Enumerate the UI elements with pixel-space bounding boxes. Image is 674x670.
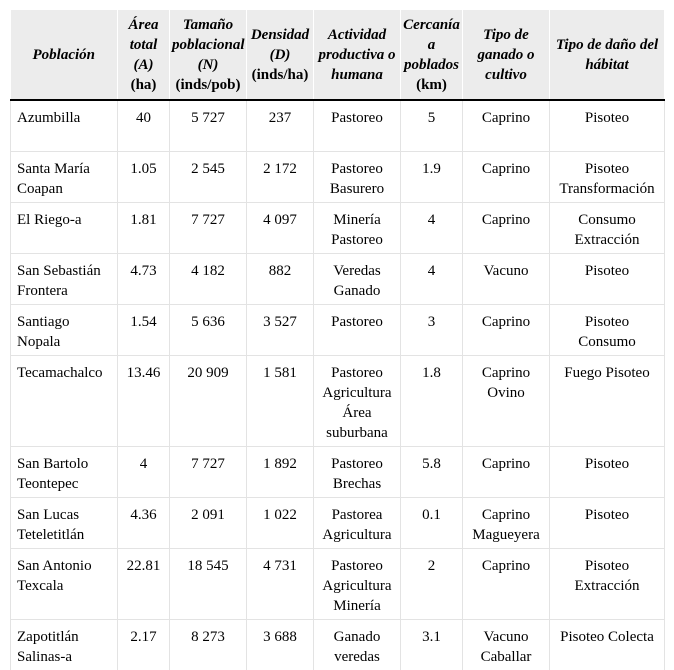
cell-poblacion xyxy=(11,304,118,355)
cell-area: 1.05 xyxy=(118,151,170,202)
cell-text-line: Pisoteo xyxy=(584,557,630,574)
cell-densidad: 1 022 xyxy=(247,497,314,548)
cell-text-line: Agricultura xyxy=(322,526,392,543)
cell-tipo xyxy=(463,253,550,304)
cell-dano xyxy=(550,497,665,548)
cell-text-line: Salinas-a xyxy=(17,648,72,665)
cell-actividad xyxy=(314,100,401,151)
cell-text-line: Minería xyxy=(333,597,381,614)
cell-text-line: Ganado xyxy=(333,628,381,645)
cell-text-line: Santa María xyxy=(17,160,90,177)
cell-actividad xyxy=(314,304,401,355)
cell-text-line: Veredas xyxy=(333,262,381,279)
cell-tamano: 2 545 xyxy=(170,151,247,202)
cell-tipo xyxy=(463,304,550,355)
cell-dano xyxy=(550,253,665,304)
cell-tipo xyxy=(463,548,550,619)
cell-tamano: 7 727 xyxy=(170,202,247,253)
cell-tipo xyxy=(463,446,550,497)
table-row xyxy=(11,446,665,497)
cell-area: 22.81 xyxy=(118,548,170,619)
cell-poblacion xyxy=(11,151,118,202)
cell-cercania: 5.8 xyxy=(401,446,463,497)
cell-text-line: Ovino xyxy=(487,384,525,401)
cell-text-line: Caballar xyxy=(480,648,532,665)
cell-actividad xyxy=(314,497,401,548)
cell-text-line: Agricultura xyxy=(322,577,392,594)
table-row xyxy=(11,355,665,446)
cell-tamano: 5 636 xyxy=(170,304,247,355)
header-actividad: Actividad productiva o humana xyxy=(314,10,401,100)
cell-actividad xyxy=(314,151,401,202)
cell-text-line: Teteletitlán xyxy=(17,526,85,543)
cell-cercania: 3 xyxy=(401,304,463,355)
cell-text-line: Extracción xyxy=(574,231,640,248)
cell-text-line: Pastoreo xyxy=(331,313,383,330)
cell-tamano: 2 091 xyxy=(170,497,247,548)
cell-densidad: 4 097 xyxy=(247,202,314,253)
cell-cercania: 2 xyxy=(401,548,463,619)
cell-area: 40 xyxy=(118,100,170,151)
cell-text-line: Fuego Pisoteo xyxy=(564,364,650,381)
cell-tipo xyxy=(463,100,550,151)
cell-text-line: Caprino xyxy=(481,313,531,330)
cell-text-line: Pastoreo xyxy=(331,231,383,248)
cell-tipo xyxy=(463,151,550,202)
cell-text-line: Pisoteo xyxy=(584,313,630,330)
cell-dano xyxy=(550,355,665,446)
cell-densidad: 3 527 xyxy=(247,304,314,355)
cell-tipo xyxy=(463,355,550,446)
cell-cercania: 3.1 xyxy=(401,619,463,670)
cell-text-line: Extracción xyxy=(574,577,640,594)
cell-densidad: 882 xyxy=(247,253,314,304)
cell-area: 4.36 xyxy=(118,497,170,548)
cell-actividad xyxy=(314,548,401,619)
cell-cercania: 0.1 xyxy=(401,497,463,548)
cell-area: 1.81 xyxy=(118,202,170,253)
cell-text-line: Pisoteo xyxy=(584,110,630,126)
header-area-total: Área total (A) (ha) xyxy=(118,10,170,100)
table-row xyxy=(11,619,665,670)
cell-densidad: 1 892 xyxy=(247,446,314,497)
cell-text-line: Pisoteo xyxy=(584,160,630,177)
cell-cercania: 5 xyxy=(401,100,463,151)
cell-tipo xyxy=(463,619,550,670)
cell-text-line: Caprino xyxy=(481,211,531,228)
cell-dano xyxy=(550,151,665,202)
cell-text-line: Ganado xyxy=(333,282,381,299)
table-row xyxy=(11,497,665,548)
cell-text-line: Pastoreo xyxy=(331,455,383,472)
cell-text-line: suburbana xyxy=(326,424,388,441)
table-row xyxy=(11,202,665,253)
cell-text-line: Área xyxy=(342,404,372,421)
cell-text-line: Santiago xyxy=(17,313,70,330)
cell-text-line: El Riego-a xyxy=(17,211,82,228)
cell-actividad xyxy=(314,355,401,446)
cell-poblacion xyxy=(11,100,118,151)
cell-text-line: Caprino xyxy=(481,160,531,177)
header-densidad: Densidad (D) (inds/ha) xyxy=(247,10,314,100)
cell-text-line: Basurero xyxy=(329,180,385,197)
cell-text-line: San Lucas xyxy=(17,506,80,523)
cell-text-line: Frontera xyxy=(17,282,68,299)
header-tipo-dano: Tipo de daño del hábitat xyxy=(550,10,665,100)
cell-dano xyxy=(550,202,665,253)
cell-text-line: Pastoreo xyxy=(331,557,383,574)
header-tamano-poblacional: Tamaño poblacional (N) (inds/pob) xyxy=(170,10,247,100)
cell-densidad: 2 172 xyxy=(247,151,314,202)
cell-actividad xyxy=(314,202,401,253)
cell-dano xyxy=(550,100,665,151)
cell-text-line: San Sebastián xyxy=(17,262,101,279)
cell-text-line: Caprino xyxy=(481,455,531,472)
data-table-container xyxy=(10,10,664,670)
cell-tamano: 20 909 xyxy=(170,355,247,446)
cell-area: 13.46 xyxy=(118,355,170,446)
cell-text-line: Pastoreo xyxy=(331,160,383,177)
cell-poblacion xyxy=(11,446,118,497)
cell-densidad: 1 581 xyxy=(247,355,314,446)
cell-text-line: Pastoreo xyxy=(331,364,383,381)
table-body xyxy=(11,100,665,670)
cell-dano xyxy=(550,446,665,497)
cell-text-line: Brechas xyxy=(332,475,382,492)
table-row xyxy=(11,548,665,619)
cell-tamano: 4 182 xyxy=(170,253,247,304)
cell-tamano: 7 727 xyxy=(170,446,247,497)
cell-actividad xyxy=(314,446,401,497)
cell-text-line: Caprino xyxy=(481,557,531,574)
cell-tamano: 18 545 xyxy=(170,548,247,619)
cell-text-line: Pastoreo xyxy=(331,110,383,126)
table-row xyxy=(11,304,665,355)
cell-dano xyxy=(550,548,665,619)
cell-cercania: 4 xyxy=(401,202,463,253)
cell-cercania: 1.9 xyxy=(401,151,463,202)
cell-area: 2.17 xyxy=(118,619,170,670)
cell-text-line: Zapotitlán xyxy=(17,628,79,645)
cell-text-line: Nopala xyxy=(17,333,61,350)
cell-text-line: Vacuno xyxy=(483,628,529,645)
cell-dano xyxy=(550,304,665,355)
table-row xyxy=(11,151,665,202)
cell-area: 4 xyxy=(118,446,170,497)
cell-area: 1.54 xyxy=(118,304,170,355)
cell-text-line: Teontepec xyxy=(17,475,79,492)
cell-text-line: Transformación xyxy=(559,180,655,197)
cell-text-line: San Bartolo xyxy=(17,455,89,472)
cell-text-line: Tecamachalco xyxy=(17,364,103,381)
cell-text-line: Pisoteo xyxy=(584,262,630,279)
cell-text-line: Pisoteo Colecta xyxy=(560,628,654,645)
table-row xyxy=(11,100,665,151)
cell-text-line: Pisoteo xyxy=(584,506,630,523)
cell-text-line: Vacuno xyxy=(483,262,529,279)
cell-text-line: Consumo xyxy=(578,333,636,350)
cell-poblacion xyxy=(11,355,118,446)
cell-densidad: 4 731 xyxy=(247,548,314,619)
cell-text-line: veredas xyxy=(334,648,380,665)
cell-area: 4.73 xyxy=(118,253,170,304)
cell-text-line: Caprino xyxy=(481,506,531,523)
cell-tipo xyxy=(463,497,550,548)
cell-tamano: 5 727 xyxy=(170,100,247,151)
cell-poblacion xyxy=(11,253,118,304)
cell-dano xyxy=(550,619,665,670)
cell-text-line: Coapan xyxy=(17,180,63,197)
cell-text-line: Minería xyxy=(333,211,381,228)
table-row xyxy=(11,253,665,304)
header-cercania: Cercanía a poblados (km) xyxy=(401,10,463,100)
header-tipo-ganado: Tipo de ganado o cultivo xyxy=(463,10,550,100)
cell-text-line: Pastorea xyxy=(331,506,383,523)
cell-poblacion xyxy=(11,548,118,619)
cell-densidad: 3 688 xyxy=(247,619,314,670)
population-table xyxy=(10,10,665,670)
header-poblacion: Población xyxy=(11,10,118,100)
cell-densidad: 237 xyxy=(247,100,314,151)
cell-poblacion xyxy=(11,202,118,253)
cell-cercania: 1.8 xyxy=(401,355,463,446)
cell-text-line: San Antonio xyxy=(17,557,92,574)
cell-poblacion xyxy=(11,619,118,670)
cell-actividad xyxy=(314,619,401,670)
cell-text-line: Agricultura xyxy=(322,384,392,401)
cell-tamano: 8 273 xyxy=(170,619,247,670)
cell-text-line: Caprino xyxy=(481,364,531,381)
table-header-row xyxy=(11,10,665,100)
cell-text-line: Texcala xyxy=(17,577,64,594)
cell-text-line: Caprino xyxy=(481,110,531,126)
cell-text-line: Consumo xyxy=(578,211,636,228)
cell-text-line: Azumbilla xyxy=(17,110,81,126)
cell-cercania: 4 xyxy=(401,253,463,304)
cell-actividad xyxy=(314,253,401,304)
cell-poblacion xyxy=(11,497,118,548)
cell-text-line: Pisoteo xyxy=(584,455,630,472)
cell-tipo xyxy=(463,202,550,253)
cell-text-line: Magueyera xyxy=(472,526,540,543)
